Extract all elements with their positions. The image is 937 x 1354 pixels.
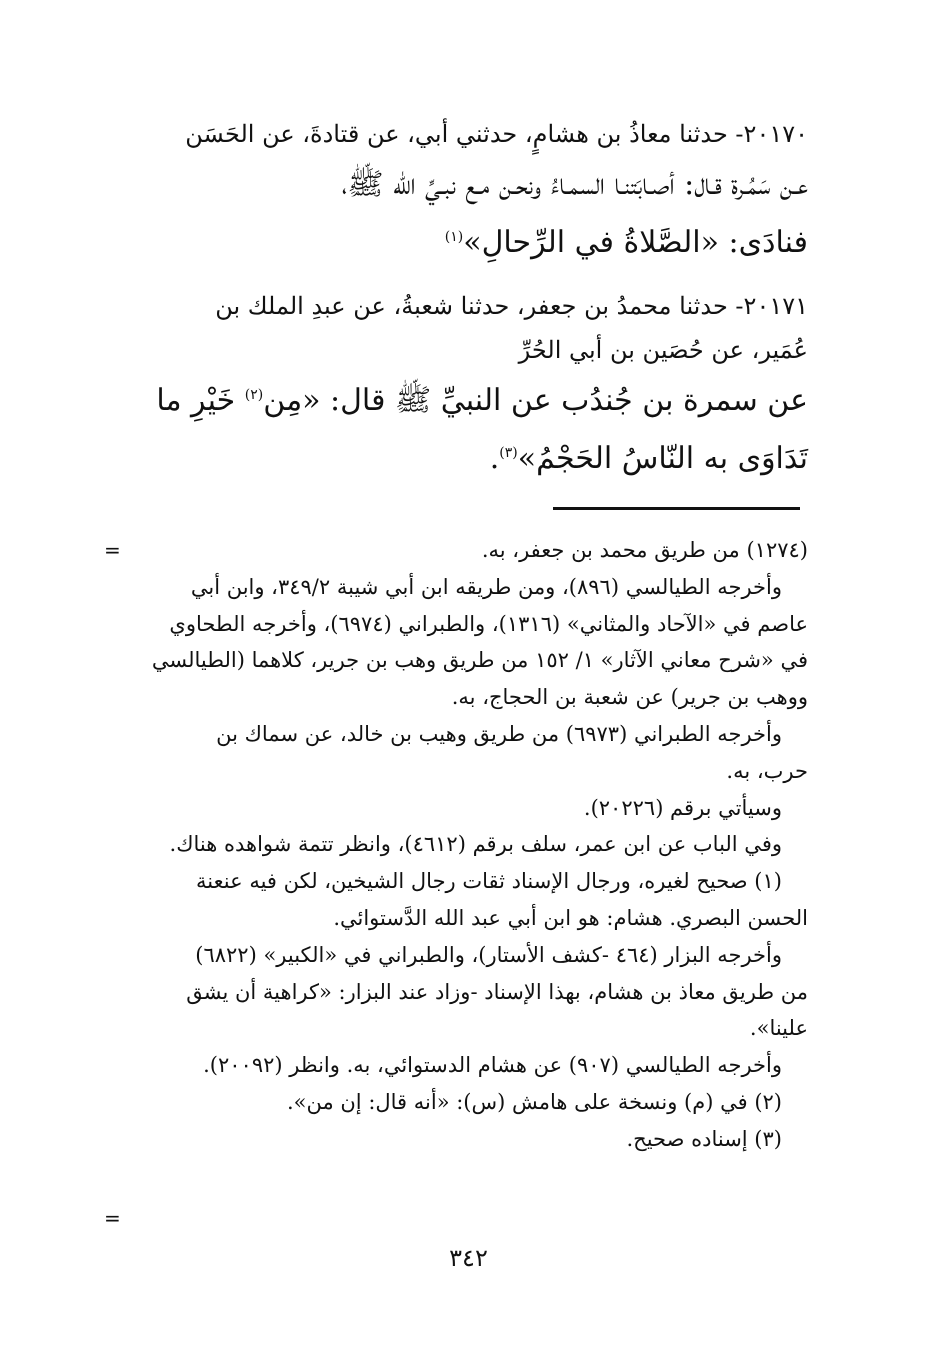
- hadith-20170-matn-line-1: عـن سَمُـرة قـال: أصـابَتنـا السمـاءُ ونحـن مـع نبـيِّ الله ﷺ،: [341, 167, 808, 202]
- footnote-line: وفي الباب عن ابن عمر، سلف برقم (٤٦١٢)، وانظر تتمة شواهده هناك.: [169, 832, 782, 857]
- footnote-line: وسيأتي برقم (٢٠٢٢٦).: [583, 795, 782, 820]
- hadith-20171-matn-line-1: [108, 372, 808, 430]
- footnote-line: (٣) إسناده صحيح.: [626, 1126, 782, 1151]
- footnote-line: وأخرجه الطيالسي (٩٠٧) عن هشام الدستوائي، به. وانظر (٢٠٠٩٢).: [203, 1053, 782, 1078]
- hadith-20171-matn-text: تَدَاوَى به النّاسُ الحَجْمُ»: [517, 441, 808, 476]
- footnote-line: الحسن البصري. هشام: هو ابن أبي عبد الله الدَّستوائي.: [333, 905, 808, 930]
- hadith-20171-isnad-line-2: عُمَير، عن حُصَين بن أبي الحُرِّ: [518, 336, 808, 364]
- continuation-mark-top: =: [104, 538, 121, 562]
- footnote-line: عاصم في «الآحاد والمثاني» (١٣١٦)، والطبراني (٦٩٧٤)، وأخرجه الطحاوي: [169, 611, 808, 636]
- footnote-line: في «شرح معاني الآثار» ١/ ١٥٢ من طريق وهب بن جرير، كلاهما (الطيالسي: [151, 648, 808, 673]
- footnote-line: وأخرجه البزار (٤٦٤ -كشف الأستار)، والطبراني في «الكبير» (٦٨٢٢): [195, 942, 782, 967]
- hadith-20171-matn-part-a: عن سمرة بن جُندُب عن النبيِّ ﷺ قال: «مِن: [263, 383, 808, 418]
- footnote-line: (١٢٧٤) من طريق محمد بن جعفر، به.: [481, 538, 808, 562]
- footnote-line: من طريق معاذ بن هشام، بهذا الإسناد -وزاد عند البزار: «كراهية أن يشق: [186, 979, 808, 1004]
- footnote-line: ووهب بن جرير) عن شعبة بن الحجاج، به.: [451, 685, 808, 710]
- footnote-line: (٢) في (م) ونسخة على هامش (س): «أنه قال: إن من».: [286, 1089, 782, 1114]
- hadith-20170-isnad: ٢٠١٧٠- حدثنا معاذُ بن هشامٍ، حدثني أبي، عن قتادةَ، عن الحَسَن: [185, 120, 808, 148]
- hadith-20171-end-dot: .: [489, 441, 500, 476]
- footnote-ref-1: (١): [444, 229, 464, 245]
- footnote-line: علينا».: [749, 1016, 808, 1041]
- hadith-20170-matn-line-2: [108, 214, 808, 272]
- footnote-line: وأخرجه الطيالسي (٨٩٦)، ومن طريقه ابن أبي شيبة ٣٤٩/٢، وابن أبي: [190, 574, 782, 599]
- footnotes: [108, 532, 808, 1158]
- footnote-ref-3: (٣): [499, 445, 518, 461]
- hadith-20171-matn-part-b: خَيْرِ ما: [156, 383, 236, 418]
- footnote-separator: [553, 507, 800, 510]
- footnote-line: وأخرجه الطبراني (٦٩٧٣) من طريق وهيب بن خالد، عن سماك بن: [216, 721, 782, 746]
- footnote-line: حرب، به.: [726, 758, 808, 783]
- hadith-20170: [108, 112, 808, 272]
- main-text: [108, 112, 808, 500]
- page-number: ٣٤٢: [449, 1244, 488, 1272]
- hadith-20170-matn-text: فنادَى: «الصَّلاةُ في الرِّحالِ»: [463, 225, 808, 260]
- hadith-20171-isnad-line-1: ٢٠١٧١- حدثنا محمدُ بن جعفر، حدثنا شعبةُ، عن عبدِ الملك بن: [215, 292, 808, 320]
- footnote-line: (١) صحيح لغيره، ورجال الإسناد ثقات رجال الشيخين، لكن فيه عنعنة: [196, 869, 782, 894]
- footnote-ref-2: (٢): [244, 387, 264, 403]
- hadith-20171: [108, 284, 808, 488]
- hadith-20171-matn-line-2: [108, 430, 808, 488]
- continuation-mark-bottom: =: [104, 1206, 121, 1230]
